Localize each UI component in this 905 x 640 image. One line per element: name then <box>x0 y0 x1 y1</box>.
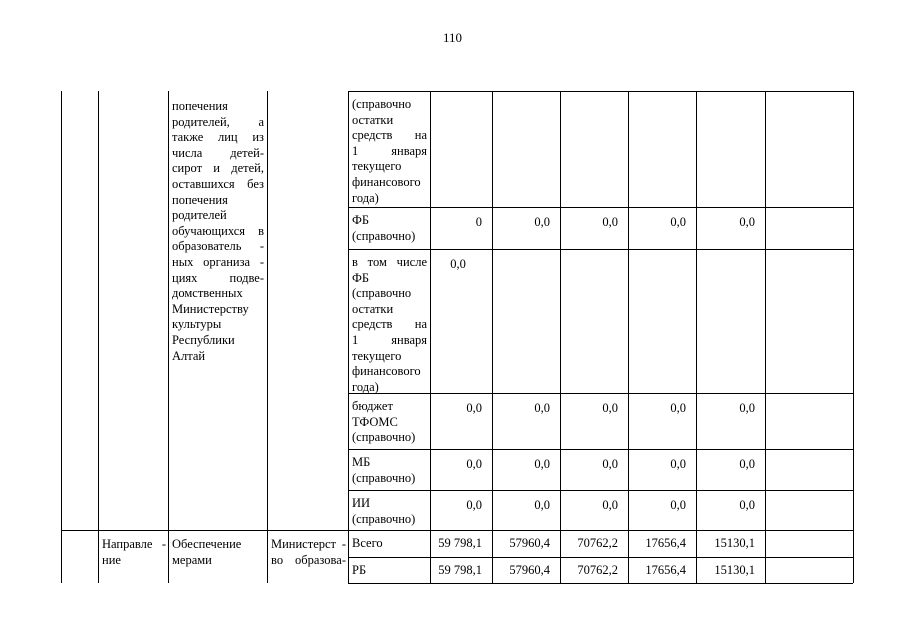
value-cell: 0,0 <box>534 498 550 512</box>
funding-source-label: финансового <box>352 175 421 189</box>
value-cell: 0,0 <box>739 498 755 512</box>
column-border <box>560 249 561 583</box>
column-border <box>430 91 431 583</box>
description-text: попечения <box>172 99 228 113</box>
funding-source-label: (справочно) <box>352 228 416 243</box>
column-border <box>696 249 697 583</box>
funding-source-label: ИИ <box>352 496 371 510</box>
value-cell: 0,0 <box>602 498 618 512</box>
description-text: обучающихся в <box>172 223 264 238</box>
description-text: сирот и детей, <box>172 161 264 176</box>
column-border <box>765 249 766 583</box>
description-text: домственных <box>172 286 243 301</box>
description-text: ных организа - <box>172 255 264 269</box>
value-cell: 17656,4 <box>645 536 686 550</box>
column-border <box>628 91 629 207</box>
column-border <box>168 91 169 583</box>
row-border <box>61 530 853 531</box>
description-text: Республики <box>172 333 235 347</box>
funding-source-label: в том числе <box>352 255 427 269</box>
column-border <box>696 91 697 207</box>
funding-source-label: Всего <box>352 536 383 550</box>
funding-source-label: (справочно <box>352 97 412 111</box>
description-text: Алтай <box>172 348 206 363</box>
column-border <box>560 91 561 207</box>
funding-source-label: ТФОМС <box>352 414 398 429</box>
column-border <box>267 91 268 583</box>
page-number: 110 <box>442 30 463 45</box>
funding-source-label: (справочно <box>352 286 412 301</box>
value-cell: 70762,2 <box>577 536 618 550</box>
funding-source-label: остатки <box>352 112 394 127</box>
value-cell: 0,0 <box>602 215 618 229</box>
description-text: числа детей- <box>172 145 264 160</box>
direction-text: ние <box>102 552 121 567</box>
row-border <box>348 583 853 584</box>
value-cell: 0,0 <box>602 457 618 471</box>
description-text: культуры <box>172 317 222 332</box>
row-border <box>348 91 853 92</box>
value-cell: 15130,1 <box>714 536 755 550</box>
value-cell: 0,0 <box>534 457 550 471</box>
description-text: циях подве- <box>172 270 264 285</box>
column-border <box>492 91 493 249</box>
value-cell: 0,0 <box>602 401 618 415</box>
funding-source-label: года) <box>352 379 379 394</box>
funding-source-label: (справочно) <box>352 511 416 526</box>
value-cell: 0,0 <box>466 401 482 415</box>
funding-source-label: финансового <box>352 364 421 379</box>
value-cell: 70762,2 <box>577 563 618 577</box>
funding-source-label: года) <box>352 190 379 205</box>
value-cell: 0,0 <box>670 215 686 229</box>
column-border <box>696 207 697 249</box>
funding-source-label: текущего <box>352 348 402 363</box>
value-cell: 0,0 <box>670 498 686 512</box>
funding-source-label: текущего <box>352 159 402 174</box>
column-border <box>560 207 561 249</box>
value-cell: 17656,4 <box>645 563 686 577</box>
funding-source-label: (справочно) <box>352 470 416 485</box>
value-cell: 0,0 <box>739 401 755 415</box>
value-cell: 0,0 <box>670 457 686 471</box>
column-border <box>765 207 766 249</box>
measure-text: мерами <box>172 552 212 567</box>
funding-source-label: 1 января <box>352 333 427 347</box>
measure-text: Обеспечение <box>172 537 242 551</box>
value-cell: 0,0 <box>670 401 686 415</box>
value-cell: 57960,4 <box>509 536 550 550</box>
value-cell: 0,0 <box>739 215 755 229</box>
description-text: оставшихся без <box>172 177 264 191</box>
value-cell: 0,0 <box>739 457 755 471</box>
value-cell: 0,0 <box>466 457 482 471</box>
value-cell: 15130,1 <box>714 563 755 577</box>
value-cell: 59 798,1 <box>438 536 482 550</box>
value-cell: 57960,4 <box>509 563 550 577</box>
description-text: попечения <box>172 192 228 207</box>
value-cell: 0,0 <box>534 401 550 415</box>
funding-source-label: остатки <box>352 301 394 316</box>
value-cell: 0 <box>475 215 482 229</box>
row-border <box>348 557 853 558</box>
row-border <box>348 490 853 491</box>
description-text: образователь - <box>172 239 264 254</box>
executor-text: во образова- <box>271 552 346 567</box>
direction-text: Направле - <box>102 537 166 551</box>
description-text: родителей, а <box>172 114 264 129</box>
funding-source-label: ФБ <box>352 270 370 285</box>
funding-source-label: средств на <box>352 317 427 332</box>
funding-source-label: (справочно) <box>352 430 416 445</box>
description-text: родителей <box>172 208 227 223</box>
funding-source-label: 1 января <box>352 143 427 158</box>
column-border <box>348 91 349 583</box>
column-border <box>61 91 62 583</box>
value-cell: 0,0 <box>450 257 466 271</box>
row-border <box>348 249 853 250</box>
column-border <box>853 91 854 583</box>
funding-source-label: бюджет <box>352 399 393 413</box>
row-border <box>348 449 853 450</box>
description-text: также лиц из <box>172 130 264 145</box>
row-border <box>348 207 853 208</box>
column-border <box>628 207 629 249</box>
column-border <box>628 249 629 583</box>
funding-source-label: РБ <box>352 563 367 577</box>
column-border <box>98 91 99 583</box>
column-border <box>492 249 493 583</box>
column-border <box>765 91 766 207</box>
funding-source-label: ФБ <box>352 213 370 227</box>
funding-source-label: средств на <box>352 128 427 143</box>
value-cell: 0,0 <box>534 215 550 229</box>
funding-source-label: МБ <box>352 455 371 469</box>
executor-text: Министерст - <box>271 537 346 551</box>
description-text: Министерству <box>172 301 249 316</box>
value-cell: 59 798,1 <box>438 563 482 577</box>
value-cell: 0,0 <box>466 498 482 512</box>
